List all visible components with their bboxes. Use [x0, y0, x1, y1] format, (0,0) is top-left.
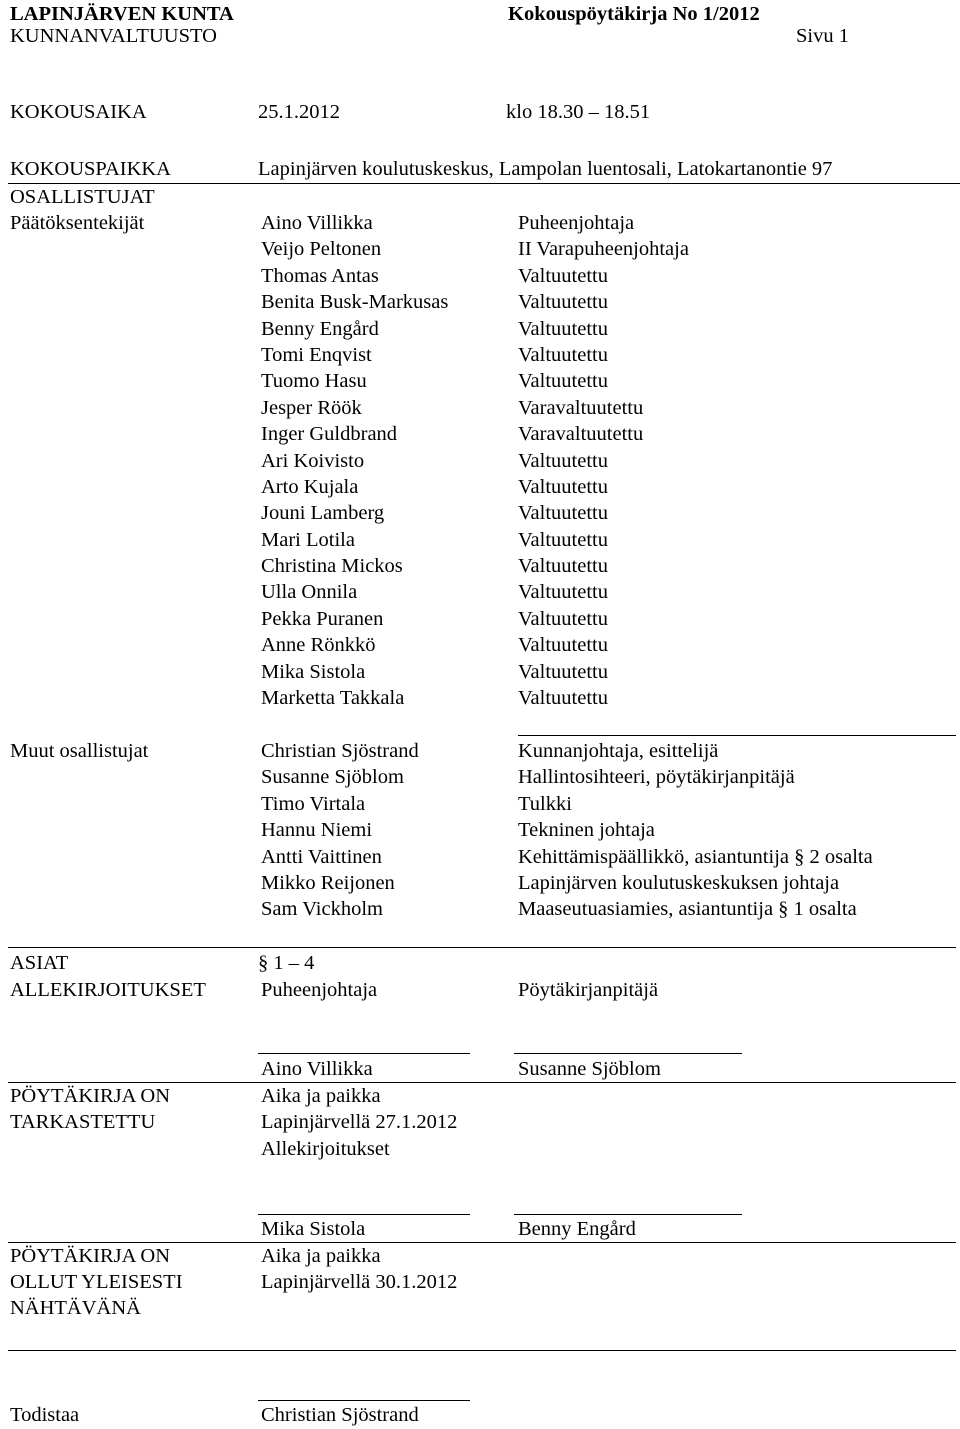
meeting-hours: klo 18.30 – 18.51 — [506, 101, 651, 123]
participant-role: Valtuutettu — [518, 687, 608, 710]
participant-name: Pekka Puranen — [261, 607, 384, 630]
decision-makers-label: Päätöksentekijät — [10, 212, 145, 234]
participant-name: Susanne Sjöblom — [261, 766, 404, 789]
participant-name: Benny Engård — [261, 317, 379, 340]
participant-role: Varavaltuutettu — [518, 423, 644, 446]
participant-role: Kunnanjohtaja, esittelijä — [518, 740, 719, 762]
participant-role: Valtuutettu — [518, 475, 608, 498]
checked-signatures-label: Allekirjoitukset — [261, 1138, 390, 1160]
participant-role: Valtuutettu — [518, 370, 608, 393]
participant-name: Christina Mickos — [261, 555, 403, 578]
meeting-place-value: Lapinjärven koulutuskeskus, Lampolan luentosali, Latokartanontie 97 — [258, 158, 833, 180]
participant-name: Benita Busk-Markusas — [261, 291, 449, 314]
participant-name: Arto Kujala — [261, 475, 359, 498]
checked-label-line2: TARKASTETTU — [10, 1111, 156, 1133]
signatures-label: ALLEKIRJOITUKSET — [10, 979, 206, 1001]
participant-role: Valtuutettu — [518, 343, 608, 366]
secretary-label: Pöytäkirjanpitäjä — [518, 979, 659, 1001]
participant-role: Valtuutettu — [518, 555, 608, 578]
participant-name: Christian Sjöstrand — [261, 740, 419, 762]
meeting-time-label: KOKOUSAIKA — [10, 101, 147, 123]
participant-role: Valtuutettu — [518, 660, 608, 683]
certify-label: Todistaa — [10, 1404, 80, 1426]
public-label-line1: PÖYTÄKIRJA ON — [10, 1245, 171, 1267]
signature-line — [514, 1214, 742, 1215]
participant-name: Anne Rönkkö — [261, 634, 376, 657]
meeting-date: 25.1.2012 — [258, 101, 340, 123]
participant-name: Aino Villikka — [261, 212, 373, 234]
participant-role: II Varapuheenjohtaja — [518, 238, 689, 261]
participant-role: Valtuutettu — [518, 317, 608, 340]
divider — [8, 1350, 956, 1351]
participant-role: Maaseutuasiamies, asiantuntija § 1 osalta — [518, 898, 857, 921]
secretary-name: Susanne Sjöblom — [518, 1058, 661, 1080]
participant-name: Hannu Niemi — [261, 819, 373, 842]
public-time-place-label: Aika ja paikka — [261, 1245, 381, 1267]
signature-line — [258, 1214, 470, 1215]
participant-name: Jesper Röök — [261, 396, 362, 419]
signature-line — [258, 1053, 470, 1054]
participant-name: Ulla Onnila — [261, 581, 358, 604]
participants-heading: OSALLISTUJAT — [10, 186, 155, 208]
signature-line — [258, 1400, 470, 1401]
participant-name: Thomas Antas — [261, 264, 379, 287]
participant-role: Lapinjärven koulutuskeskuksen johtaja — [518, 871, 840, 894]
participant-name: Veijo Peltonen — [261, 238, 382, 261]
participant-role: Puheenjohtaja — [518, 212, 635, 234]
participant-name: Mari Lotila — [261, 528, 355, 551]
participant-role: Tulkki — [518, 792, 572, 815]
document-title: Kokouspöytäkirja No 1/2012 — [508, 3, 760, 25]
checked-place-date: Lapinjärvellä 27.1.2012 — [261, 1111, 458, 1133]
participant-name: Antti Vaittinen — [261, 845, 382, 868]
meeting-place-label: KOKOUSPAIKKA — [10, 158, 171, 180]
participant-name: Mika Sistola — [261, 660, 366, 683]
checked-label-line1: PÖYTÄKIRJA ON — [10, 1085, 171, 1107]
participant-role: Hallintosihteeri, pöytäkirjanpitäjä — [518, 766, 795, 789]
participant-role: Valtuutettu — [518, 607, 608, 630]
checker-name-2: Benny Engård — [518, 1218, 636, 1240]
divider — [8, 947, 956, 948]
checked-time-place-label: Aika ja paikka — [261, 1085, 381, 1107]
public-place-date: Lapinjärvellä 30.1.2012 — [261, 1271, 458, 1293]
checker-name-1: Mika Sistola — [261, 1218, 366, 1240]
participant-name: Tuomo Hasu — [261, 370, 367, 393]
participant-name: Jouni Lamberg — [261, 502, 385, 525]
matters-value: § 1 – 4 — [258, 952, 315, 974]
municipality-name: LAPINJÄRVEN KUNTA — [10, 3, 234, 25]
chair-name: Aino Villikka — [261, 1058, 373, 1080]
signature-line — [514, 1053, 742, 1054]
page-number: Sivu 1 — [796, 25, 849, 47]
participant-role: Valtuutettu — [518, 581, 608, 604]
participant-role: Valtuutettu — [518, 291, 608, 314]
participant-role: Kehittämispäällikkö, asiantuntija § 2 osalta — [518, 845, 873, 868]
participant-name: Mikko Reijonen — [261, 871, 395, 894]
participant-name: Tomi Enqvist — [261, 343, 372, 366]
other-participants-label: Muut osallistujat — [10, 740, 149, 762]
matters-label: ASIAT — [10, 952, 69, 974]
participant-name: Sam Vickholm — [261, 898, 383, 921]
participant-role: Varavaltuutettu — [518, 396, 644, 419]
participant-name: Timo Virtala — [261, 792, 366, 815]
divider — [518, 735, 956, 736]
participant-role: Valtuutettu — [518, 502, 608, 525]
participant-role: Tekninen johtaja — [518, 819, 655, 842]
participant-role: Valtuutettu — [518, 634, 608, 657]
public-label-line3: NÄHTÄVÄNÄ — [10, 1297, 141, 1319]
participant-role: Valtuutettu — [518, 449, 608, 472]
participant-name: Inger Guldbrand — [261, 423, 398, 446]
participant-name: Ari Koivisto — [261, 449, 365, 472]
council-name: KUNNANVALTUUSTO — [10, 25, 217, 47]
public-label-line2: OLLUT YLEISESTI — [10, 1271, 183, 1293]
participant-name: Marketta Takkala — [261, 687, 405, 710]
participant-role: Valtuutettu — [518, 528, 608, 551]
participant-role: Valtuutettu — [518, 264, 608, 287]
chair-label: Puheenjohtaja — [261, 979, 378, 1001]
certify-name: Christian Sjöstrand — [261, 1404, 419, 1426]
